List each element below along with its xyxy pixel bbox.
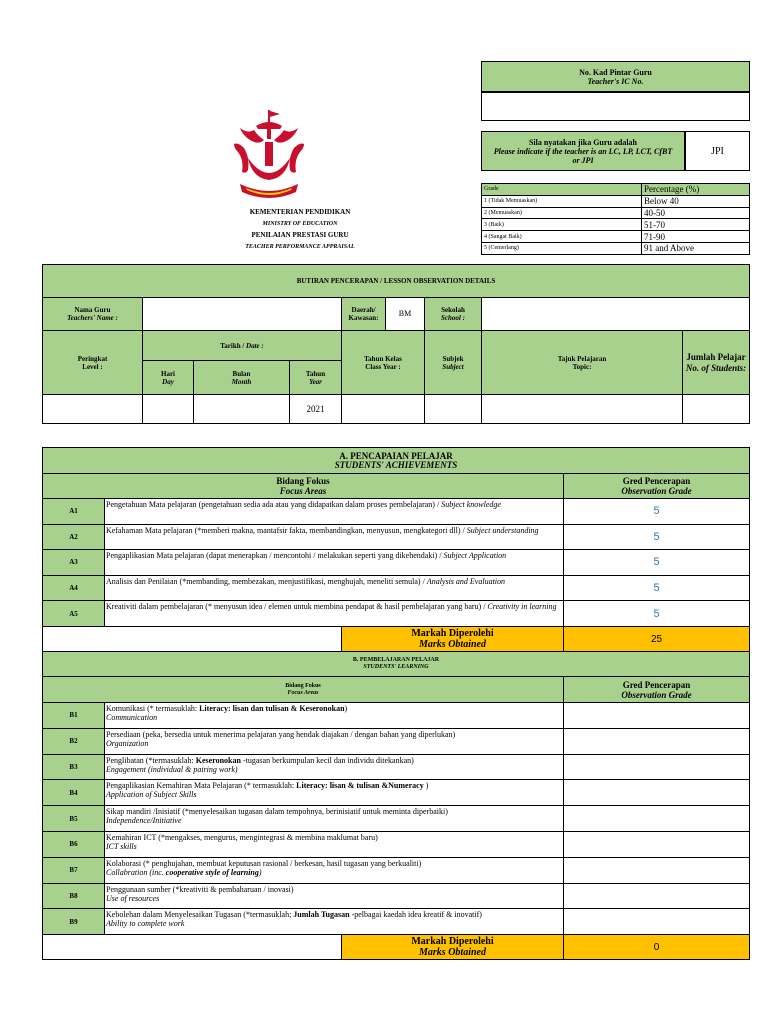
- observation-grade-field[interactable]: [563, 831, 750, 858]
- topic-label: [481, 330, 683, 395]
- year-label: [289, 360, 342, 395]
- focus-area-line: [106, 730, 563, 739]
- marks-text: Markah Diperolehi: [411, 628, 494, 639]
- focus-area-text: Pengaplikasian Mata pelajaran (dapat menerapkan / mencontohi / melakukan seperti yang dikehendaki) /: [106, 551, 444, 561]
- focus-area-text: Kreativiti dalam pembelajaran (* menyusun idea / elemen untuk membina pendapat & hasil pembelajaran yang baru) /: [106, 602, 488, 612]
- item-code: [42, 600, 105, 627]
- focus-area-line: [106, 756, 563, 765]
- focus-area-text: Komunikasi (* termasuklah:: [106, 704, 200, 713]
- grade-cell: 2 (Memuaskan): [482, 207, 642, 219]
- item-code: [42, 575, 105, 602]
- item-code: [42, 908, 105, 935]
- focus-area-english: Subject Application: [443, 551, 507, 561]
- focus-area-bold: Literacy: lisan dan tulisan & Keseronokan: [199, 704, 345, 713]
- observation-grade-field[interactable]: 5: [563, 549, 750, 576]
- focus-area-bold: Literacy: lisan & tulisan &Numeracy: [296, 781, 424, 791]
- focus-text: Bidang Fokus: [276, 476, 330, 486]
- focus-area-text: Persediaan (peka, bersedia untuk menerima pelajaran yang hendak diajakan / dengan bahan yang diperlukan): [106, 729, 456, 739]
- item-code-text: B2: [69, 737, 78, 746]
- observation-grade-header: [563, 473, 750, 499]
- focus-area-text: -tugasan berkumpulan kecil dan individu ditekankan): [240, 755, 414, 765]
- tarikh-text: Tarikh /: [220, 341, 245, 350]
- focus-area-description: [104, 498, 564, 525]
- focus-area-english: [106, 713, 563, 722]
- focus-area-description: [104, 883, 564, 910]
- tajuk-text: Tajuk Pelajaran: [557, 354, 607, 363]
- level-field[interactable]: [42, 394, 143, 424]
- focus-area-text: Kefahaman Mata pelajaran (*memberi makna, mantafsir fakta, membandingkan, menyusun, mengkategori dll) /: [106, 525, 467, 535]
- focus-area-line: [106, 807, 563, 816]
- teacher-type-question: [481, 131, 685, 171]
- focus-area-text: Pengaplikasian Kemahiran Mata Pelajaran (* termasuklah:: [106, 781, 297, 791]
- focus-areas-header: [42, 473, 564, 499]
- marks-obtained-label: [341, 934, 564, 960]
- kawasan-text: Kawasan:: [348, 314, 379, 322]
- hari-text: Hari: [161, 369, 175, 378]
- item-code-text: A1: [69, 507, 78, 516]
- focus-area-bold: Jumlah Tugasan: [293, 910, 350, 920]
- section-b: [42, 651, 750, 960]
- date-label: [142, 330, 342, 361]
- class-year-field[interactable]: [341, 394, 425, 424]
- item-code: [42, 831, 105, 858]
- marks-obtained-label: [341, 626, 564, 652]
- table-row: [482, 219, 750, 231]
- sekolah-text: Sekolah: [441, 306, 465, 314]
- teacher-type-line3: or JPI: [572, 155, 594, 165]
- focus-area-bold: Keseronokan: [195, 755, 241, 765]
- focus-area-text: Sikap mandiri /Inisiatif (*menyelesaikan tugasan dalam tempohnya, berinisiatif untuk meminta diperbaiki): [106, 807, 448, 817]
- appraisal-english: TEACHER PERFORMANCE APPRAISAL: [245, 243, 355, 250]
- brunei-crest-icon: [230, 108, 308, 204]
- focus-area-line: [106, 885, 563, 894]
- section-b-subtitle-text: STUDENTS' LEARNING: [363, 664, 429, 670]
- focus-area-description: [104, 908, 564, 935]
- focus-en-text: Focus Areas: [287, 689, 319, 696]
- date-text: Date :: [246, 341, 264, 350]
- peringkat-text: Peringkat: [77, 354, 108, 363]
- subject-text: Subject: [442, 362, 464, 371]
- year-field[interactable]: 2021: [289, 394, 342, 424]
- item-code-text: B7: [69, 866, 78, 875]
- focus-text: Bidang Fokus: [285, 682, 321, 689]
- ministry-malay: KEMENTERIAN PENDIDIKAN: [249, 208, 351, 216]
- grade-en-text: Observation Grade: [621, 689, 692, 700]
- marks-spacer: [42, 934, 342, 960]
- focus-area-english-text: ICT skills: [106, 842, 137, 851]
- school-text: School :: [441, 314, 465, 322]
- observation-grade-header: [563, 676, 750, 703]
- grade-text: Gred Pencerapan: [622, 679, 691, 690]
- district-label: [341, 297, 386, 331]
- percentage-cell: 71-90: [642, 231, 750, 243]
- section-a: [42, 447, 750, 652]
- teacher-name-field[interactable]: [142, 297, 342, 331]
- grade-en-text: Observation Grade: [621, 486, 692, 496]
- focus-area-text: ): [344, 704, 348, 713]
- focus-area-text: Kemahiran ICT (*mengakses, mengurus, mengintegrasi & membina maklumat baru): [106, 833, 378, 842]
- subject-label: [424, 330, 482, 395]
- marks-obtained-value: 25: [563, 626, 750, 652]
- focus-area-english: [106, 842, 563, 851]
- observation-grade-field[interactable]: [563, 754, 750, 781]
- item-code-text: B4: [69, 788, 78, 797]
- grade-table: [481, 183, 750, 255]
- class-year-label: [341, 330, 425, 395]
- ic-value-field[interactable]: [481, 92, 750, 121]
- focus-area-english: Analysis and Evaluation: [426, 576, 506, 586]
- topic-field[interactable]: [481, 394, 683, 424]
- focus-area-english: [106, 894, 563, 903]
- section-a-subtitle-text: STUDENTS' ACHIEVEMENTS: [334, 459, 458, 470]
- ministry-block: [200, 207, 400, 253]
- focus-area-english-text: Application of Subject Skills: [106, 790, 197, 800]
- observation-grade-field[interactable]: 5: [563, 600, 750, 627]
- focus-area-english: [106, 919, 563, 928]
- students-count-field[interactable]: [682, 394, 750, 424]
- table-row: [482, 242, 750, 254]
- section-a-title-text: A. PENCAPAIAN PELAJAR: [339, 450, 453, 461]
- focus-area-english: Subject understanding: [466, 525, 539, 535]
- focus-area-english-text: Ability to complete work: [106, 919, 185, 929]
- day-text: Day: [162, 377, 174, 386]
- focus-area-description: [104, 728, 564, 755]
- subject-field[interactable]: [424, 394, 482, 424]
- focus-area-english: [106, 790, 563, 799]
- topic-text: Topic:: [572, 362, 592, 371]
- focus-areas-header: [42, 676, 564, 703]
- nama-guru-text: Nama Guru: [74, 306, 111, 314]
- focus-area-text: Pengetahuan Mata pelajaran (pengetahuan sedia ada atau yang didapatkan dalam proses pembelajaran) /: [106, 500, 442, 509]
- observation-grade-field[interactable]: [563, 908, 750, 935]
- item-code-text: A3: [69, 558, 78, 567]
- year-text: Year: [309, 377, 322, 386]
- tahun-kelas-text: Tahun Kelas: [364, 354, 402, 363]
- item-code: [42, 728, 105, 755]
- focus-area-english: [106, 765, 563, 774]
- bulan-text: Bulan: [232, 369, 251, 378]
- day-label: [142, 360, 194, 395]
- no-students-text: No. of Students:: [685, 362, 747, 373]
- day-field[interactable]: [142, 394, 194, 424]
- focus-area-description: [104, 831, 564, 858]
- month-field[interactable]: [193, 394, 290, 424]
- observation-title: BUTIRAN PENCERAPAN / LESSON OBSERVATION DETAILS: [42, 264, 750, 298]
- item-code-text: A5: [69, 609, 78, 618]
- focus-area-line: [106, 781, 563, 790]
- subjek-text: Subjek: [442, 354, 464, 363]
- focus-area-text: ): [423, 781, 429, 791]
- item-code: [42, 702, 105, 729]
- ic-title: No. Kad Pintar Guru: [579, 67, 652, 77]
- percentage-cell: 51-70: [642, 219, 750, 231]
- focus-area-text: Kolaborasi (* penghujahan, membuat keputusan rasional / berkesan, hasil tugasan yang berkualiti): [106, 858, 422, 868]
- item-code: [42, 857, 105, 884]
- marks-text: Markah Diperolehi: [411, 936, 494, 947]
- observation-grade-field[interactable]: 5: [563, 524, 750, 551]
- month-label: [193, 360, 290, 395]
- focus-area-line: [106, 833, 563, 842]
- item-code-text: A4: [69, 584, 78, 593]
- grade-header: Grade: [482, 184, 642, 196]
- observation-grade-field[interactable]: [563, 805, 750, 832]
- item-code-text: B3: [69, 762, 78, 771]
- focus-area-description: [104, 754, 564, 781]
- observation-grade-field[interactable]: 5: [563, 498, 750, 525]
- focus-area-description: [104, 600, 564, 627]
- focus-area-description: [104, 575, 564, 602]
- percentage-header: Percentage (%): [642, 184, 750, 196]
- focus-area-text: Kebolehan dalam Menyelesaikan Tugasan (*termasuklah;: [106, 910, 294, 920]
- district-field[interactable]: BM: [385, 297, 425, 331]
- class-year-text: Class Year :: [365, 362, 401, 371]
- marks-en-text: Marks Obtained: [419, 947, 486, 958]
- item-code: [42, 779, 105, 806]
- daerah-text: Daerah/: [351, 306, 376, 314]
- focus-area-description: [104, 549, 564, 576]
- month-text: Month: [231, 377, 252, 386]
- level-text: Level :: [82, 362, 103, 371]
- focus-area-english-text: Collabration (inc.: [106, 867, 166, 877]
- percentage-cell: 91 and Above: [642, 242, 750, 254]
- focus-area-text: -pelbagai kaedah idea kreatif & inovatif): [349, 910, 482, 920]
- grade-cell: 3 (Baik): [482, 219, 642, 231]
- section-a-title: [42, 447, 750, 474]
- focus-area-description: [104, 805, 564, 832]
- table-row: [482, 207, 750, 219]
- level-label: [42, 330, 143, 395]
- tahun-text: Tahun: [305, 369, 326, 378]
- focus-area-english: [106, 739, 563, 748]
- table-row: [482, 195, 750, 207]
- grade-table-header: [482, 184, 750, 196]
- focus-area-english-text: ): [258, 867, 262, 877]
- observation-grade-field[interactable]: [563, 728, 750, 755]
- focus-area-english-text: Independence/Initiative: [106, 816, 182, 826]
- focus-area-line: [106, 704, 563, 713]
- section-b-title: [42, 651, 750, 677]
- marks-obtained-value: 0: [563, 934, 750, 960]
- item-code: [42, 549, 105, 576]
- ministry-english: MINISTRY OF EDUCATION: [262, 220, 338, 227]
- focus-area-english: Subject knowledge: [441, 500, 501, 509]
- table-row: [482, 231, 750, 243]
- school-label: [424, 297, 482, 331]
- focus-area-description: [104, 779, 564, 806]
- item-code: [42, 498, 105, 525]
- focus-area-english: [106, 868, 563, 877]
- grade-cell: 5 (Cemerlang): [482, 242, 642, 254]
- focus-area-english-text: Communication: [106, 713, 158, 722]
- focus-area-text: Penglibatan (*termasuklah:: [106, 755, 196, 765]
- focus-area-english: [106, 816, 563, 825]
- teacher-type-line2: Please indicate if the teacher is an LC, LP, LCT, CfBT: [493, 146, 673, 156]
- item-code-text: B1: [69, 711, 78, 720]
- focus-area-english-bold: cooperative style of learning: [165, 867, 259, 877]
- teachers-name-text: Teachers' Name :: [67, 314, 118, 322]
- ic-header: [481, 61, 750, 92]
- focus-area-description: [104, 524, 564, 551]
- school-field[interactable]: [481, 297, 750, 331]
- focus-area-english-text: Organization: [106, 738, 149, 748]
- item-code: [42, 754, 105, 781]
- teacher-type-line1: Sila nyatakan jika Guru adalah: [528, 137, 638, 147]
- appraisal-malay: PENILAIAN PRESTASI GURU: [251, 231, 349, 239]
- focus-en-text: Focus Areas: [279, 486, 327, 496]
- observation-grade-field[interactable]: [563, 779, 750, 806]
- focus-area-text: Analisis dan Penilaian (*membanding, membezakan, menjustifikasi, menghujah, meneliti semula) /: [106, 576, 427, 586]
- teacher-type-value[interactable]: JPI: [685, 131, 750, 171]
- focus-area-description: [104, 857, 564, 884]
- focus-area-line: [106, 910, 563, 919]
- item-code: [42, 524, 105, 551]
- item-code-text: B8: [69, 891, 78, 900]
- item-code: [42, 883, 105, 910]
- students-count-label: [682, 330, 750, 395]
- item-code-text: B6: [69, 840, 78, 849]
- item-code-text: A2: [69, 532, 78, 541]
- focus-area-text: Penggunaan sumber (*kreativiti & pembaharuan / inovasi): [106, 884, 294, 894]
- ic-subtitle: Teacher's IC No.: [587, 76, 644, 86]
- grade-text: Gred Pencerapan: [622, 476, 691, 486]
- focus-area-description: [104, 702, 564, 729]
- observation-grade-field[interactable]: [563, 702, 750, 729]
- observation-grade-field[interactable]: 5: [563, 575, 750, 602]
- percentage-cell: 40-50: [642, 207, 750, 219]
- percentage-cell: Below 40: [642, 195, 750, 207]
- focus-area-english: Creativity in learning: [487, 602, 557, 612]
- grade-cell: 4 (Sangat Baik): [482, 231, 642, 243]
- teacher-name-label: [42, 297, 143, 331]
- focus-area-english-text: Engagement (individual & pairing work): [106, 764, 238, 774]
- item-code: [42, 805, 105, 832]
- observation-grade-field[interactable]: [563, 857, 750, 884]
- item-code-text: B9: [69, 917, 78, 926]
- grade-cell: 1 (Tidak Memuaskan): [482, 195, 642, 207]
- jumlah-text: Jumlah Pelajar: [686, 351, 746, 362]
- focus-area-english-text: Use of resources: [106, 893, 160, 903]
- marks-spacer: [42, 626, 342, 652]
- item-code-text: B5: [69, 814, 78, 823]
- lesson-observation-table: [42, 264, 750, 424]
- marks-en-text: Marks Obtained: [419, 639, 486, 650]
- section-b-title-text: B. PEMBELAJARAN PELAJAR: [352, 657, 440, 663]
- observation-grade-field[interactable]: [563, 883, 750, 910]
- focus-area-line: [106, 859, 563, 868]
